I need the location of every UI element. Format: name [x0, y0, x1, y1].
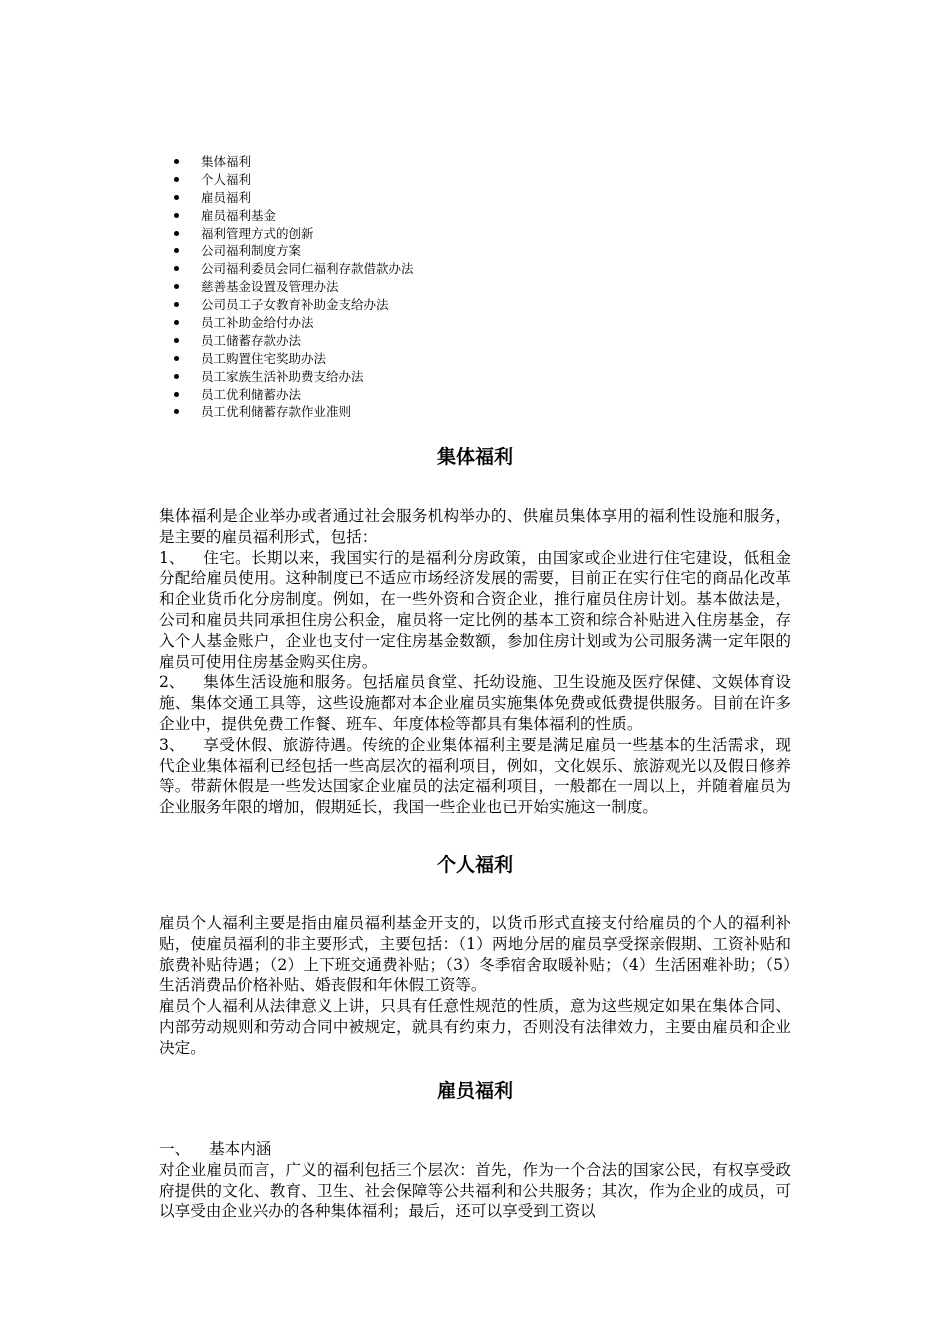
- toc-item[interactable]: 个人福利: [172, 171, 414, 189]
- subheading: [159, 1139, 791, 1160]
- toc-item[interactable]: 员工家族生活补助费支给办法: [172, 368, 414, 386]
- toc-item[interactable]: 员工优利储蓄存款作业准则: [172, 403, 414, 421]
- section-intro: 集体福利是企业举办或者通过社会服务机构举办的、供雇员集体享用的福利性设施和服务，是主要的雇员福利形式，包括：: [159, 507, 791, 546]
- subheading-number: 一、: [159, 1140, 191, 1158]
- toc-item[interactable]: 雇员福利: [172, 189, 414, 207]
- numbered-item: [159, 735, 791, 818]
- item-text: 集体生活设施和服务。包括雇员食堂、托幼设施、卫生设施及医疗保健、文娱体育设施、集体交通工具等，这些设施都对本企业雇员实施集体免费或低费提供服务。目前在许多企业中，提供免费工作餐、班车、年度体检等都具有集体福利的性质。: [159, 673, 791, 733]
- table-of-contents: [172, 153, 414, 421]
- section-title-employee-welfare: 雇员福利: [436, 1080, 513, 1102]
- toc-item[interactable]: 公司福利委员会同仁福利存款借款办法: [172, 260, 414, 278]
- toc-item[interactable]: 集体福利: [172, 153, 414, 171]
- section-title-collective-welfare: 集体福利: [436, 446, 513, 468]
- paragraph: 雇员个人福利从法律意义上讲，只具有任意性规范的性质，意为这些规定如果在集体合同、内部劳动规则和劳动合同中被规定，就具有约束力，否则没有法律效力，主要由雇员和企业决定。: [159, 997, 791, 1057]
- subheading-text: 基本内涵: [209, 1140, 272, 1158]
- item-number: 3、: [159, 735, 185, 754]
- toc-item[interactable]: 员工购置住宅奖助办法: [172, 350, 414, 368]
- toc-item[interactable]: 员工储蓄存款办法: [172, 332, 414, 350]
- item-number: 2、: [159, 673, 185, 692]
- numbered-item: [159, 548, 791, 673]
- toc-item[interactable]: 雇员福利基金: [172, 207, 414, 225]
- item-text: 住宅。长期以来，我国实行的是福利分房政策，由国家或企业进行住宅建设，低租金分配给雇员使用。这种制度已不适应市场经济发展的需要，目前正在实行住宅的商品化改革和企业货币化分房制度。例如，在一些外资和合资企业，推行雇员住房计划。基本做法是，公司和雇员共同承担住房公积金，雇员将一定比例的基本工资和综合补贴进入住房基金，存入个人基金账户，企业也支付一定住房基金数额，参加住房计划或为公司服务满一定年限的雇员可使用住房基金购买住房。: [159, 548, 791, 671]
- toc-item[interactable]: 员工补助金给付办法: [172, 314, 414, 332]
- item-text: 享受休假、旅游待遇。传统的企业集体福利主要是满足雇员一些基本的生活需求，现代企业集体福利已经包括一些高层次的福利项目，例如，文化娱乐、旅游观光以及假日修养等。带薪休假是一些发达国家企业雇员的法定福利项目，一般都在一周以上，并随着雇员为企业服务年限的增加，假期延长，我国一些企业也已开始实施这一制度。: [159, 735, 791, 817]
- toc-item[interactable]: 福利管理方式的创新: [172, 225, 414, 243]
- section-body-individual-welfare: [159, 913, 791, 1059]
- section-body-collective-welfare: [159, 506, 791, 818]
- toc-item[interactable]: 慈善基金设置及管理办法: [172, 278, 414, 296]
- paragraph: 雇员个人福利主要是指由雇员福利基金开支的，以货币形式直接支付给雇员的个人的福利补贴，使雇员福利的非主要形式，主要包括：（1）两地分居的雇员享受探亲假期、工资补贴和旅费补贴待遇；（2）上下班交通费补贴；（3）冬季宿舍取暖补贴；（4）生活困难补助；（5）生活消费品价格补贴、婚丧假和年休假工资等。: [159, 914, 791, 995]
- toc-item[interactable]: 公司福利制度方案: [172, 242, 414, 260]
- toc-item[interactable]: 公司员工子女教育补助金支给办法: [172, 296, 414, 314]
- toc-item[interactable]: 员工优利储蓄办法: [172, 386, 414, 404]
- paragraph: 对企业雇员而言，广义的福利包括三个层次：首先，作为一个合法的国家公民，有权享受政府提供的文化、教育、卫生、社会保障等公共福利和公共服务；其次，作为企业的成员，可以享受由企业兴办的各种集体福利；最后，还可以享受到工资以: [159, 1160, 791, 1221]
- item-number: 1、: [159, 548, 185, 567]
- numbered-item: [159, 672, 791, 734]
- section-body-employee-welfare: [159, 1139, 791, 1222]
- section-title-individual-welfare: 个人福利: [436, 854, 513, 876]
